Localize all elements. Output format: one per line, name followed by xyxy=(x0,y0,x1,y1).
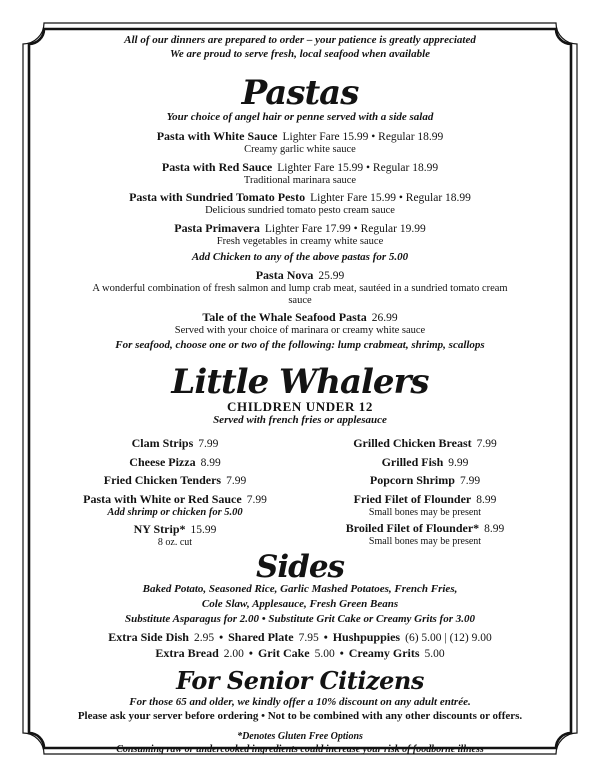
seniors-discount-note: For those 65 and older, we kindly offer a 10% discount on any adult entrée. xyxy=(129,695,471,708)
item-desc: Small bones may be present xyxy=(368,506,482,518)
item-desc: Served with your choice of marinara or creamy white sauce xyxy=(174,325,426,336)
item-desc: Fresh vegetables in creamy white sauce xyxy=(216,235,384,247)
menu-item-seafood-pasta xyxy=(0,310,600,337)
sides-extras-line-1 xyxy=(0,630,600,645)
intro-note-1: All of our dinners are prepared to order – your patience is greatly appreciated xyxy=(124,34,476,46)
menu-item-pasta-white xyxy=(0,129,600,156)
menu-item-pasta-pesto xyxy=(0,190,600,217)
item-price: 7.99 xyxy=(246,493,267,506)
item-line xyxy=(50,437,300,451)
item-desc: Creamy garlic white sauce xyxy=(244,144,356,155)
item-name: Clam Strips xyxy=(131,436,194,450)
section-title-little-whalers: Little Whalers xyxy=(171,361,429,402)
item-price: 5.00 xyxy=(314,647,335,660)
item-price: Lighter Fare 15.99 • Regular 18.99 xyxy=(277,161,439,174)
item-price: 8.99 xyxy=(476,493,497,506)
sides-substitution-note: Substitute Asparagus for 2.00 • Substitute Grit Cake or Creamy Grits for 3.00 xyxy=(124,612,475,625)
item-price: 8.99 xyxy=(200,456,221,469)
item-price: 2.95 xyxy=(193,631,215,644)
item-price: 8.99 xyxy=(484,523,505,535)
sides-included-line-2: Cole Slaw, Applesauce, Fresh Green Beans xyxy=(201,597,399,610)
item-note: Add shrimp or chicken for 5.00 xyxy=(107,506,243,518)
item-name: Grit Cake xyxy=(257,645,310,660)
item-line xyxy=(0,160,600,175)
kids-left-column xyxy=(50,433,300,548)
item-price: Lighter Fare 17.99 • Regular 19.99 xyxy=(264,222,426,235)
item-name: Pasta with Red Sauce xyxy=(161,159,273,174)
item-desc: A wonderful combination of fresh salmon and lump crab meat, sautéed in a sundried tomato cream sauce xyxy=(92,283,508,306)
item-name: Cheese Pizza xyxy=(129,454,196,469)
bullet-separator: • xyxy=(339,647,344,660)
item-line xyxy=(0,221,600,236)
item-name: NY Strip* xyxy=(133,521,186,536)
kids-columns xyxy=(0,433,600,548)
bullet-separator: • xyxy=(248,647,253,660)
item-line xyxy=(300,522,550,536)
item-price: 7.99 xyxy=(198,438,219,450)
menu-item-pasta-red xyxy=(0,160,600,187)
item-line xyxy=(0,190,600,205)
item-price: (6) 5.00 | (12) 9.00 xyxy=(405,631,492,644)
sides-included-line-1: Baked Potato, Seasoned Rice, Garlic Mashed Potatoes, French Fries, xyxy=(142,582,458,595)
item-name: Extra Bread xyxy=(155,645,219,660)
item-line xyxy=(300,437,550,451)
item-line xyxy=(300,474,550,488)
foodborne-warning: Consuming raw or undercooked ingredients could increase your risk of foodborne illness xyxy=(116,744,484,755)
gluten-free-note: *Denotes Gluten Free Options xyxy=(237,730,363,742)
item-price: 15.99 xyxy=(190,523,217,536)
item-desc: Traditional marinara sauce xyxy=(243,174,357,186)
item-name: Pasta Nova xyxy=(255,268,314,282)
item-price: 9.99 xyxy=(448,456,469,469)
item-line xyxy=(300,493,550,507)
item-name: Extra Side Dish xyxy=(108,629,189,644)
intro-note-2: We are proud to serve fresh, local seafood when available xyxy=(169,48,431,60)
add-chicken-note: Add Chicken to any of the above pastas for 5.00 xyxy=(191,251,409,263)
item-line xyxy=(0,129,600,144)
item-name: Tale of the Whale Seafood Pasta xyxy=(202,310,367,324)
children-age-note: CHILDREN UNDER 12 xyxy=(227,398,373,414)
item-line xyxy=(50,456,300,470)
item-name: Popcorn Shrimp xyxy=(369,473,455,487)
item-price: 7.95 xyxy=(298,631,319,644)
item-price: 2.00 xyxy=(223,647,244,660)
item-desc: 8 oz. cut xyxy=(157,536,193,548)
item-name: Shared Plate xyxy=(228,629,294,644)
bullet-separator: • xyxy=(323,631,328,644)
item-name: Fried Chicken Tenders xyxy=(103,473,222,487)
item-line xyxy=(0,310,600,325)
section-title-seniors: For Senior Citizens xyxy=(176,665,424,695)
item-price: 26.99 xyxy=(371,312,398,324)
item-name: Pasta Primavera xyxy=(174,220,260,235)
item-price: Lighter Fare 15.99 • Regular 18.99 xyxy=(282,131,444,143)
item-line xyxy=(300,456,550,470)
item-price: 5.00 xyxy=(424,647,445,660)
item-price: 25.99 xyxy=(318,270,345,282)
section-title-sides: Sides xyxy=(255,548,344,585)
item-line xyxy=(50,523,300,537)
pastas-subtitle: Your choice of angel hair or penne served with a side salad xyxy=(166,111,434,123)
item-name: Creamy Grits xyxy=(348,645,420,660)
item-name: Broiled Filet of Flounder* xyxy=(345,521,480,535)
item-price: Lighter Fare 15.99 • Regular 18.99 xyxy=(310,192,471,204)
item-line xyxy=(50,474,300,488)
item-line xyxy=(0,268,600,283)
item-name: Pasta with White or Red Sauce xyxy=(83,491,242,506)
kids-right-column xyxy=(300,433,550,548)
item-price: 7.99 xyxy=(476,438,497,450)
item-name: Pasta with Sundried Tomato Pesto xyxy=(129,190,306,204)
item-name: Fried Filet of Flounder xyxy=(353,491,472,506)
menu-item-pasta-nova xyxy=(0,268,600,306)
kids-served-note: Served with french fries or applesauce xyxy=(213,413,387,426)
item-desc: Delicious sundried tomato pesto cream sauce xyxy=(205,205,395,216)
item-name: Grilled Chicken Breast xyxy=(353,436,472,450)
item-name: Pasta with White Sauce xyxy=(156,129,278,143)
menu-item-pasta-primavera xyxy=(0,221,600,248)
item-desc: Small bones may be present xyxy=(368,536,482,547)
seafood-choice-note: For seafood, choose one or two of the following: lump crabmeat, shrimp, scallops xyxy=(115,338,485,351)
sides-extras-line-2 xyxy=(0,646,600,662)
item-price: 7.99 xyxy=(226,475,247,487)
seniors-conditions-note: Please ask your server before ordering • Not to be combined with any other discounts or offers. xyxy=(77,709,523,722)
item-name: Grilled Fish xyxy=(381,454,444,469)
section-title-pastas: Pastas xyxy=(241,73,359,113)
bullet-separator: • xyxy=(219,631,224,644)
item-name: Hushpuppies xyxy=(332,629,401,644)
item-price: 7.99 xyxy=(459,475,481,487)
item-line xyxy=(50,493,300,507)
